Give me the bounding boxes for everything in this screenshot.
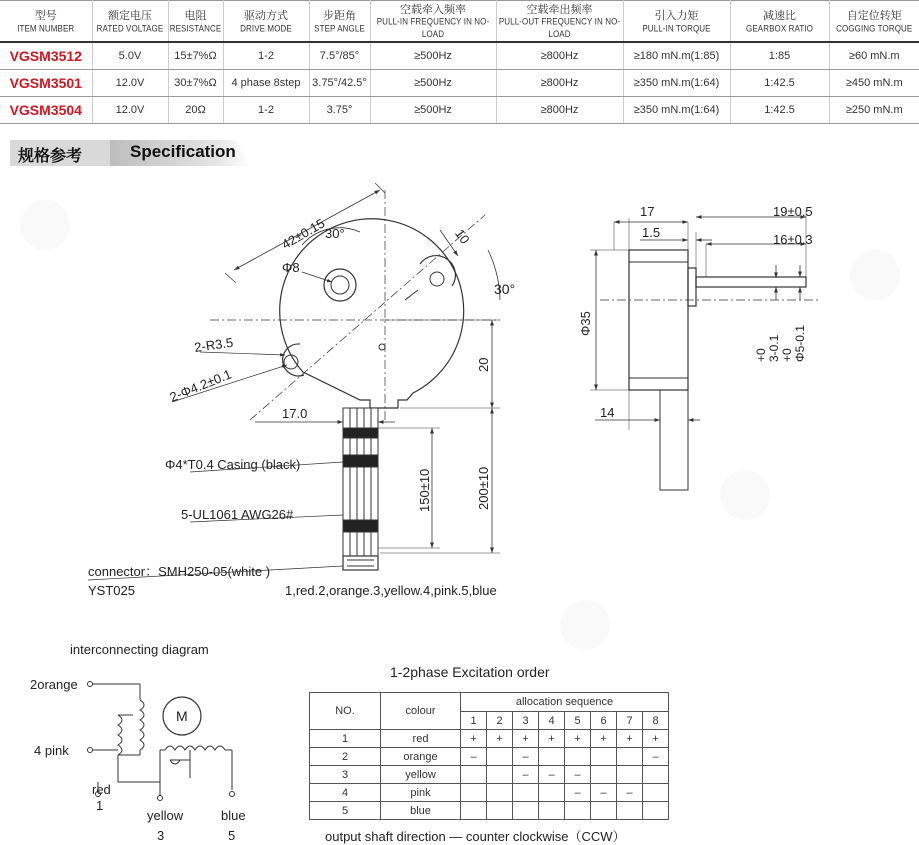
cell-step-angle: 3.75°: [309, 97, 370, 124]
sequence-cell: –: [565, 784, 591, 802]
cell-rated-voltage: 12.0V: [92, 97, 168, 124]
row-colour: yellow: [381, 766, 461, 784]
cell-cogging-torque: ≥250 mN.m: [829, 97, 919, 124]
label-orange: 2orange: [30, 677, 78, 692]
mount-ear-right: [420, 256, 455, 286]
sequence-cell: [487, 802, 513, 820]
shaft-hole: [331, 276, 349, 294]
col-rated-voltage: 额定电压 RATED VOLTAGE: [92, 1, 168, 43]
label-yellow-num: 3: [157, 828, 165, 843]
label-side-1-5: 1.5: [642, 225, 661, 240]
cell-pull-in-frequency: ≥500Hz: [370, 97, 496, 124]
row-colour: orange: [381, 748, 461, 766]
casing-band: [343, 520, 378, 532]
sequence-cell: [617, 766, 643, 784]
cell-pull-out-frequency: ≥800Hz: [496, 42, 623, 70]
label-hole-dia: Φ8: [282, 260, 300, 275]
connector: [343, 556, 378, 570]
sequence-cell: [487, 784, 513, 802]
cell-pull-in-torque: ≥350 mN.m(1:64): [623, 97, 730, 124]
sequence-cell: [487, 748, 513, 766]
label-side-17: 17: [640, 204, 655, 219]
cell-gearbox-ratio: 1:85: [730, 42, 829, 70]
sequence-cell: [591, 802, 617, 820]
label-side-3-top: +0: [754, 348, 768, 362]
shaft-boss: [324, 269, 356, 301]
sequence-cell: +: [539, 730, 565, 748]
cell-gearbox-ratio: 1:42.5: [730, 70, 829, 97]
label-side-14: 14: [600, 405, 615, 420]
excitation-row: [310, 766, 669, 784]
casing-band: [343, 428, 378, 438]
sequence-cell: –: [513, 766, 539, 784]
sequence-cell: [565, 748, 591, 766]
sequence-cell: +: [643, 730, 669, 748]
cell-drive-mode: 1-2: [223, 42, 309, 70]
label-side-3-bottom: 3-0.1: [767, 334, 781, 362]
sequence-cell: [643, 784, 669, 802]
label-side-35: Φ35: [578, 311, 593, 336]
sequence-cell: [461, 802, 487, 820]
header-colour: colour: [381, 693, 461, 730]
header-allocation: allocation sequence: [461, 693, 669, 712]
sequence-cell: –: [513, 748, 539, 766]
step-number: 6: [591, 712, 617, 730]
step-number: 3: [513, 712, 539, 730]
cell-step-angle: 7.5°/85°: [309, 42, 370, 70]
label-blue-num: 5: [228, 828, 236, 843]
col-resistance: 电阻 RESISTANCE: [168, 1, 223, 43]
label-red-num: 1: [96, 798, 104, 813]
wiring-labels: [30, 642, 246, 843]
label-side-5-top: +0: [780, 348, 794, 362]
cell-resistance: 20Ω: [168, 97, 223, 124]
col-cogging-torque: 自定位转矩 COGGING TORQUE: [836, 9, 913, 34]
sequence-cell: +: [461, 730, 487, 748]
cell-drive-mode: 1-2: [223, 97, 309, 124]
excitation-header-row: [310, 693, 669, 712]
sequence-cell: +: [565, 730, 591, 748]
excitation-row: [310, 784, 669, 802]
row-colour: red: [381, 730, 461, 748]
cell-cogging-torque: ≥60 mN.m: [829, 42, 919, 70]
coil-a-lower: [118, 715, 122, 755]
motor-side-body: [629, 250, 688, 390]
label-wire: 5-UL1061 AWG26#: [181, 507, 294, 522]
label-motor: M: [176, 708, 188, 724]
sequence-cell: [591, 748, 617, 766]
sequence-cell: [461, 784, 487, 802]
sequence-cell: [565, 802, 591, 820]
section-title-en: Specification: [130, 142, 236, 161]
label-angle-right: 30°: [494, 281, 516, 297]
excitation-row: [310, 802, 669, 820]
label-side-5-bottom: Φ5-0.1: [793, 325, 807, 362]
step-number: 4: [539, 712, 565, 730]
cell-cogging-torque: ≥450 mN.m: [829, 70, 919, 97]
sequence-cell: –: [643, 748, 669, 766]
row-colour: blue: [381, 802, 461, 820]
label-wire-colors: 1,red.2,orange.3,yellow.4,pink.5,blue: [285, 583, 497, 598]
step-number: 8: [643, 712, 669, 730]
col-step-angle: 步距角 STEP ANGLE: [309, 1, 370, 43]
body-feature-line: [405, 290, 418, 300]
wiring-title: interconnecting diagram: [70, 642, 209, 657]
sequence-cell: –: [565, 766, 591, 784]
sequence-cell: –: [617, 784, 643, 802]
label-radius: 2-R3.5: [193, 334, 235, 355]
sequence-cell: +: [617, 730, 643, 748]
cell-step-angle: 3.75°/42.5°: [309, 70, 370, 97]
col-pull-in-torque: 引入力矩 PULL-IN TORQUE: [623, 1, 730, 43]
sequence-cell: [539, 748, 565, 766]
row-colour: pink: [381, 784, 461, 802]
row-no: 2: [310, 748, 381, 766]
sequence-cell: +: [513, 730, 539, 748]
sequence-cell: [591, 766, 617, 784]
sequence-cell: –: [461, 748, 487, 766]
casing-band: [343, 455, 378, 467]
lead-wire-side: [660, 390, 688, 490]
label-pink: 4 pink: [34, 743, 69, 758]
section-title-zh: 规格参考: [18, 148, 83, 165]
excitation-table: [309, 692, 669, 820]
col-item-number: 型号 ITEM NUMBER: [0, 1, 92, 43]
cell-rated-voltage: 5.0V: [92, 42, 168, 70]
cell-pull-out-frequency: ≥800Hz: [496, 70, 623, 97]
cell-pull-in-frequency: ≥500Hz: [370, 70, 496, 97]
sequence-cell: +: [487, 730, 513, 748]
label-dim-20: 20: [476, 357, 491, 372]
col-pull-in-frequency: 空载牵入频率 PULL-IN FREQUENCY IN NO-LOAD: [370, 1, 496, 43]
output-shaft: [696, 277, 806, 287]
label-mount-holes: 2-Φ4.2±0.1: [167, 366, 234, 405]
label-red: red: [92, 782, 111, 797]
row-no: 3: [310, 766, 381, 784]
side-view-labels: [578, 204, 813, 420]
sequence-cell: [539, 784, 565, 802]
model-number: VGSM3504: [0, 97, 92, 124]
label-casing: Φ4*T0.4 Casing (black): [165, 457, 301, 472]
coil-a-upper: [140, 700, 144, 750]
sequence-cell: [513, 802, 539, 820]
sequence-cell: [617, 802, 643, 820]
body-feature: [379, 344, 385, 350]
cell-pull-in-frequency: ≥500Hz: [370, 42, 496, 70]
cell-gearbox-ratio: 1:42.5: [730, 97, 829, 124]
coil-b: [165, 746, 225, 750]
cell-resistance: 30±7%Ω: [168, 70, 223, 97]
label-width: 42±0.15: [279, 215, 328, 252]
sequence-cell: [487, 766, 513, 784]
cell-drive-mode: 4 phase 8step: [223, 70, 309, 97]
label-angle-top: 30°: [325, 226, 345, 241]
excitation-row: [310, 748, 669, 766]
sequence-cell: [513, 784, 539, 802]
model-number: VGSM3512: [0, 42, 92, 70]
label-dim-150: 150±10: [417, 468, 432, 512]
label-dim-17: 17.0: [282, 406, 308, 421]
cell-resistance: 15±7%Ω: [168, 42, 223, 70]
label-dim-200: 200±10: [476, 466, 491, 510]
mount-hole-right: [430, 272, 444, 286]
sequence-cell: –: [591, 784, 617, 802]
col-gearbox-ratio: 减速比 GEARBOX RATIO: [730, 1, 829, 43]
label-dim-10: 10: [452, 226, 473, 247]
col-drive-mode: 驱动方式 DRIVE MODE: [223, 1, 309, 43]
step-number: 5: [565, 712, 591, 730]
sequence-cell: [617, 748, 643, 766]
excitation-caption: output shaft direction — counter clockwise（CCW）: [325, 829, 626, 844]
step-number: 1: [461, 712, 487, 730]
cell-pull-in-torque: ≥350 mN.m(1:64): [623, 70, 730, 97]
step-number: 2: [487, 712, 513, 730]
label-terminal: YST025: [88, 583, 135, 598]
sequence-cell: +: [591, 730, 617, 748]
leader-hole-dia: [302, 272, 332, 282]
row-no: 4: [310, 784, 381, 802]
col-pull-out-frequency: 空载牵出频率 PULL-OUT FREQUENCY IN NO-LOAD: [496, 1, 623, 43]
label-yellow: yellow: [147, 808, 184, 823]
sequence-cell: –: [539, 766, 565, 784]
step-number: 7: [617, 712, 643, 730]
sequence-cell: [461, 766, 487, 784]
cell-pull-out-frequency: ≥800Hz: [496, 97, 623, 124]
label-connector: connector：SMH250-05(white ): [88, 564, 271, 579]
excitation-row: [310, 730, 669, 748]
sequence-cell: [539, 802, 565, 820]
header-no: NO.: [310, 693, 381, 730]
label-blue: blue: [221, 808, 246, 823]
front-view-labels: [88, 215, 515, 598]
model-number: VGSM3501: [0, 70, 92, 97]
excitation-title: 1-2phase Excitation order: [390, 664, 550, 680]
label-side-16: 16±0.3: [773, 232, 813, 247]
label-side-19: 19±0.5: [773, 204, 813, 219]
row-no: 5: [310, 802, 381, 820]
cell-pull-in-torque: ≥180 mN.m(1:85): [623, 42, 730, 70]
cell-rated-voltage: 12.0V: [92, 70, 168, 97]
row-no: 1: [310, 730, 381, 748]
sequence-cell: [643, 802, 669, 820]
sequence-cell: [643, 766, 669, 784]
